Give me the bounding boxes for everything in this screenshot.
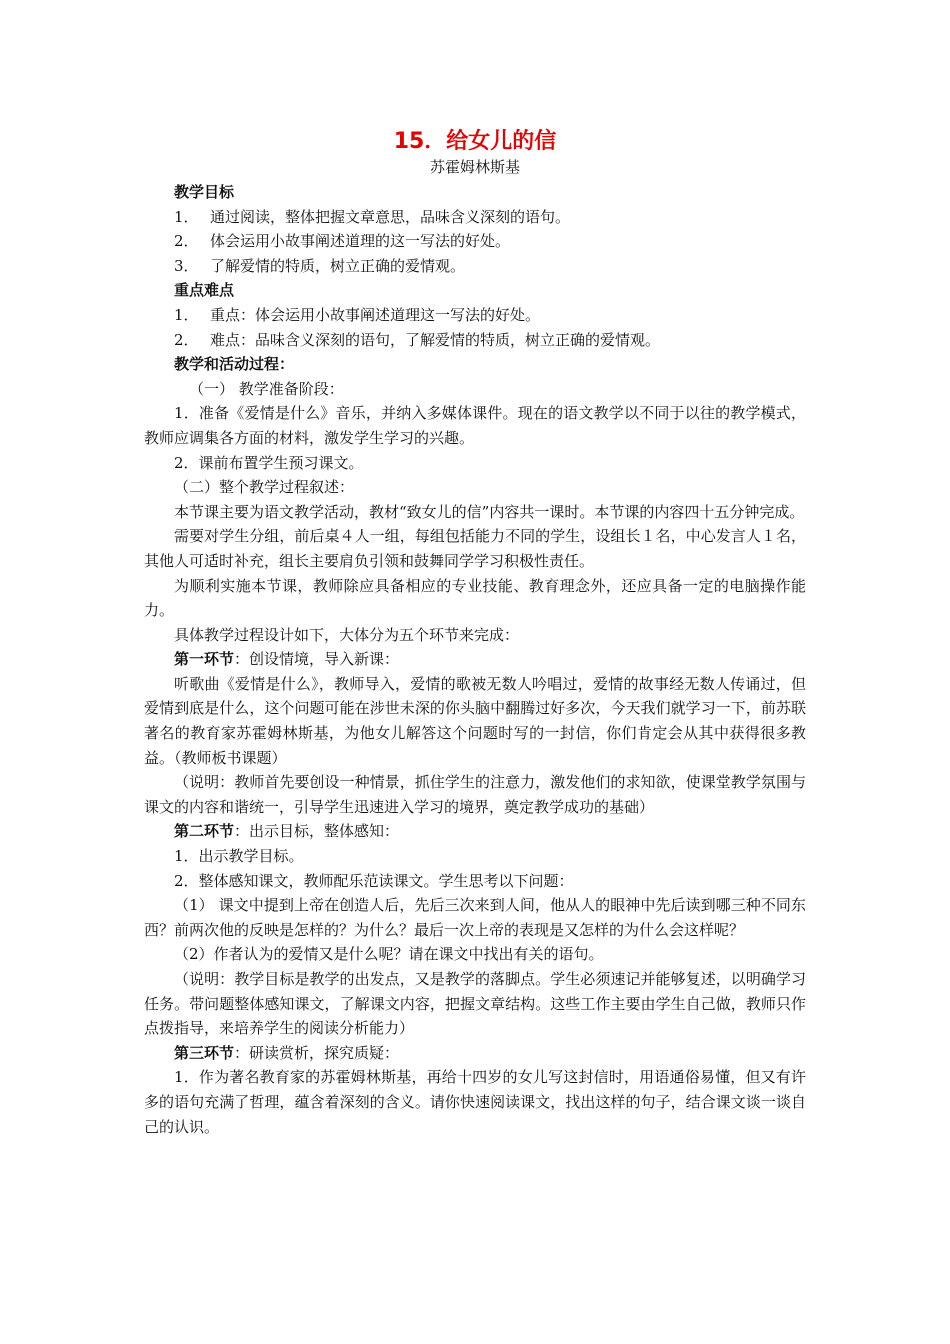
- step1-heading: [144, 647, 806, 672]
- item-text: 了解爱情的特质，树立正确的爱情观。: [210, 256, 466, 275]
- author-name: 苏霍姆林斯基: [429, 158, 520, 176]
- item-number: 1．: [174, 207, 199, 226]
- objective-item: [144, 254, 806, 279]
- objective-item: [144, 229, 806, 254]
- objectives-heading: 教学目标: [174, 183, 235, 201]
- item-number: 2．: [174, 232, 199, 251]
- paragraph: 1．作为著名教育家的苏霍姆林斯基，再给十四岁的女儿写这封信时，用语通俗易懂，但又有许多的语句充满了哲理，蕴含着深刻的含义。请你快速阅读课文，找出这样的句子，结合课文谈一谈自己的认识。: [144, 1068, 806, 1136]
- document-content: [144, 128, 806, 1139]
- item-text: 通过阅读，整体把握文章意思，品味含义深刻的语句。: [210, 207, 571, 226]
- paragraph: 需要对学生分组，前后桌４人一组，每组包括能力不同的学生，设组长１名，中心发言人１名，其他人可适时补充，组长主要肩负引领和鼓舞同学学习积极性责任。: [144, 527, 806, 570]
- note-paragraph: （说明：教学目标是教学的出发点，又是教学的落脚点。学生必须速记并能够复述，以明确学习任务。带问题整体感知课文，了解课文内容，把握文章结构。这些工作主要由学生自己做，教师只作点拨指导，来培养学生的阅读分析能力）: [144, 970, 806, 1038]
- objective-item: [144, 205, 806, 230]
- paragraph: 1．出示教学目标。: [174, 847, 304, 866]
- paragraph: 1．准备《爱情是什么》音乐，并纳入多媒体课件。现在的语文教学以不同于以往的教学模式，教师应调集各方面的材料，激发学生学习的兴趣。: [144, 404, 806, 447]
- keypoints-heading: 重点难点: [174, 281, 235, 300]
- item-text: 难点：品味含义深刻的语句，了解爱情的特质，树立正确的爱情观。: [210, 330, 661, 349]
- step-label: 第一环节: [174, 650, 235, 669]
- item-number: 2．: [174, 330, 199, 349]
- item-number: 1．: [174, 305, 199, 324]
- step-title: ：创设情境，导入新课：: [234, 650, 400, 669]
- keypoint-item: [144, 303, 806, 328]
- page-title: 15．给女儿的信: [393, 129, 557, 154]
- paragraph: 2．课前布置学生预习课文。: [174, 453, 364, 472]
- item-text: 体会运用小故事阐述道理的这一写法的好处。: [210, 232, 511, 251]
- question-paragraph: （2）作者认为的爱情又是什么呢？请在课文中找出有关的语句。: [174, 945, 604, 964]
- item-text: 重点：体会运用小故事阐述道理这一写法的好处。: [210, 305, 541, 324]
- item-number: 3．: [174, 256, 199, 275]
- step-label: 第三环节: [174, 1043, 235, 1062]
- question-paragraph: （1） 课文中提到上帝在创造人后，先后三次来到人间，他从人的眼神中先后读到哪三种不同东西？前两次他的反映是怎样的？为什么？最后一次上帝的表现是又怎样的为什么会这样呢？: [144, 896, 806, 939]
- paragraph: 听歌曲《爱情是什么》，教师导入，爱情的歌被无数人吟唱过，爱情的故事经无数人传诵过，但爱情到底是什么，这个问题可能在涉世未深的你头脑中翻腾过好多次，今天我们就学习一下，前苏联著名的教育家苏霍姆林斯基，为他女儿解答这个问题时写的一封信，你们肯定会从其中获得很多教益。（教师板书课题）: [144, 674, 806, 767]
- paragraph: 2．整体感知课文，教师配乐范读课文。学生思考以下问题：: [174, 871, 574, 890]
- stage2-title: （二）整个教学过程叙述：: [174, 478, 355, 497]
- step3-heading: [144, 1041, 806, 1066]
- paragraph: 本节课主要为语文教学活动，教材“致女儿的信”内容共一课时。本节课的内容四十五分钟完成。: [174, 502, 805, 521]
- paragraph: 具体教学过程设计如下，大体分为五个环节来完成：: [174, 625, 520, 644]
- keypoint-item: [144, 328, 806, 353]
- step2-heading: [144, 819, 806, 844]
- note-paragraph: （说明：教师首先要创设一种情景，抓住学生的注意力，激发他们的求知欲，使课堂教学氛围与课文的内容和谐统一，引导学生迅速进入学习的境界，奠定教学成功的基础）: [144, 773, 806, 816]
- step-title: ：出示目标，整体感知：: [234, 822, 400, 841]
- paragraph: 为顺利实施本节课，教师除应具备相应的专业技能、教育理念外，还应具备一定的电脑操作能力。: [144, 576, 806, 620]
- step-label: 第二环节: [174, 822, 235, 841]
- step-title: ：研读赏析，探究质疑：: [234, 1043, 400, 1062]
- process-heading: 教学和活动过程：: [174, 355, 295, 374]
- stage1-title: （一） 教学准备阶段：: [189, 379, 344, 398]
